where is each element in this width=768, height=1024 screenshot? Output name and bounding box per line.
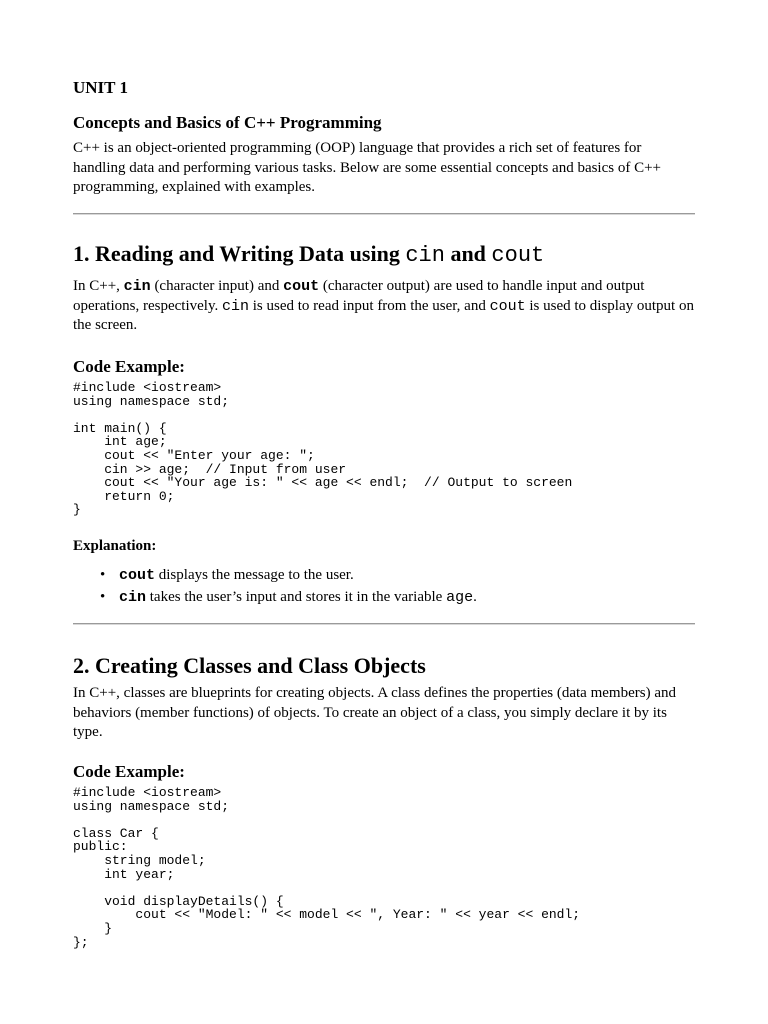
section1-code-block: #include <iostream> using namespace std; int main() { int age; cout << "Enter your age: "; cin >> age; // Input from user cout << "Your age is: " << age << endl; // Output to screen return 0; }	[73, 380, 573, 518]
bullet-code: cout	[119, 567, 156, 584]
section1-text-d: is used to read input from the user, and	[249, 297, 490, 314]
section1-code-heading: Code Example:	[73, 357, 185, 376]
section1-text-b: (character input) and	[150, 278, 284, 294]
section1-cout-bold: cout	[283, 278, 320, 295]
bullet-dot: •	[100, 589, 106, 605]
explanation-title: Explanation:	[73, 538, 157, 554]
concepts-title: Concepts and Basics of C++ Programming	[73, 113, 382, 132]
section2-paragraph: In C++, classes are blueprints for creating objects. A class defines the properties (data members) and behaviors (member functions) of objects. To create an object of a class, you simply declare it by its type.	[73, 685, 676, 740]
bullet-text: displays the message to the user.	[155, 567, 354, 583]
bullet-code-inline: age	[446, 589, 474, 606]
list-item	[73, 587, 695, 608]
section1-heading-cin: cin	[405, 243, 445, 268]
section1-text-e: is used to display output on the screen.	[73, 297, 694, 333]
section1-heading-mid: and	[444, 241, 492, 266]
section-divider	[73, 623, 695, 625]
section1-text-a: In C++,	[73, 278, 124, 294]
section1-cin-code: cin	[221, 297, 249, 315]
explanation-list	[73, 565, 695, 609]
section1-heading-cout: cout	[491, 243, 545, 268]
section2-code-heading: Code Example:	[73, 762, 185, 781]
section2-code-block: #include <iostream> using namespace std; class Car { public: string model; int year; void displayDetails() { cout << "Model: " << model << ", Year: " << year << endl; } };	[73, 785, 581, 950]
bullet-code: cin	[119, 589, 147, 606]
bullet-dot: •	[100, 567, 106, 583]
section-divider	[73, 213, 695, 215]
section1-heading	[73, 241, 544, 268]
section1-text-c: (character output) are used to handle input and output operations, respectively.	[73, 278, 645, 314]
bullet-end: .	[473, 589, 477, 605]
section1-paragraph	[73, 277, 695, 336]
list-item	[73, 565, 695, 586]
intro-paragraph: C++ is an object-oriented programming (OOP) language that provides a rich set of features for handling data and performing various tasks. Below are some essential concepts and basics of C++ programming, explained with examples.	[73, 140, 662, 195]
section1-heading-prefix: 1. Reading and Writing Data using	[73, 241, 406, 266]
section1-cout-code: cout	[489, 297, 526, 315]
section2-heading: 2. Creating Classes and Class Objects	[73, 653, 426, 678]
bullet-text: takes the user’s input and stores it in the variable	[146, 589, 447, 605]
unit-title: UNIT 1	[73, 78, 128, 97]
section1-cin-bold: cin	[123, 278, 151, 295]
